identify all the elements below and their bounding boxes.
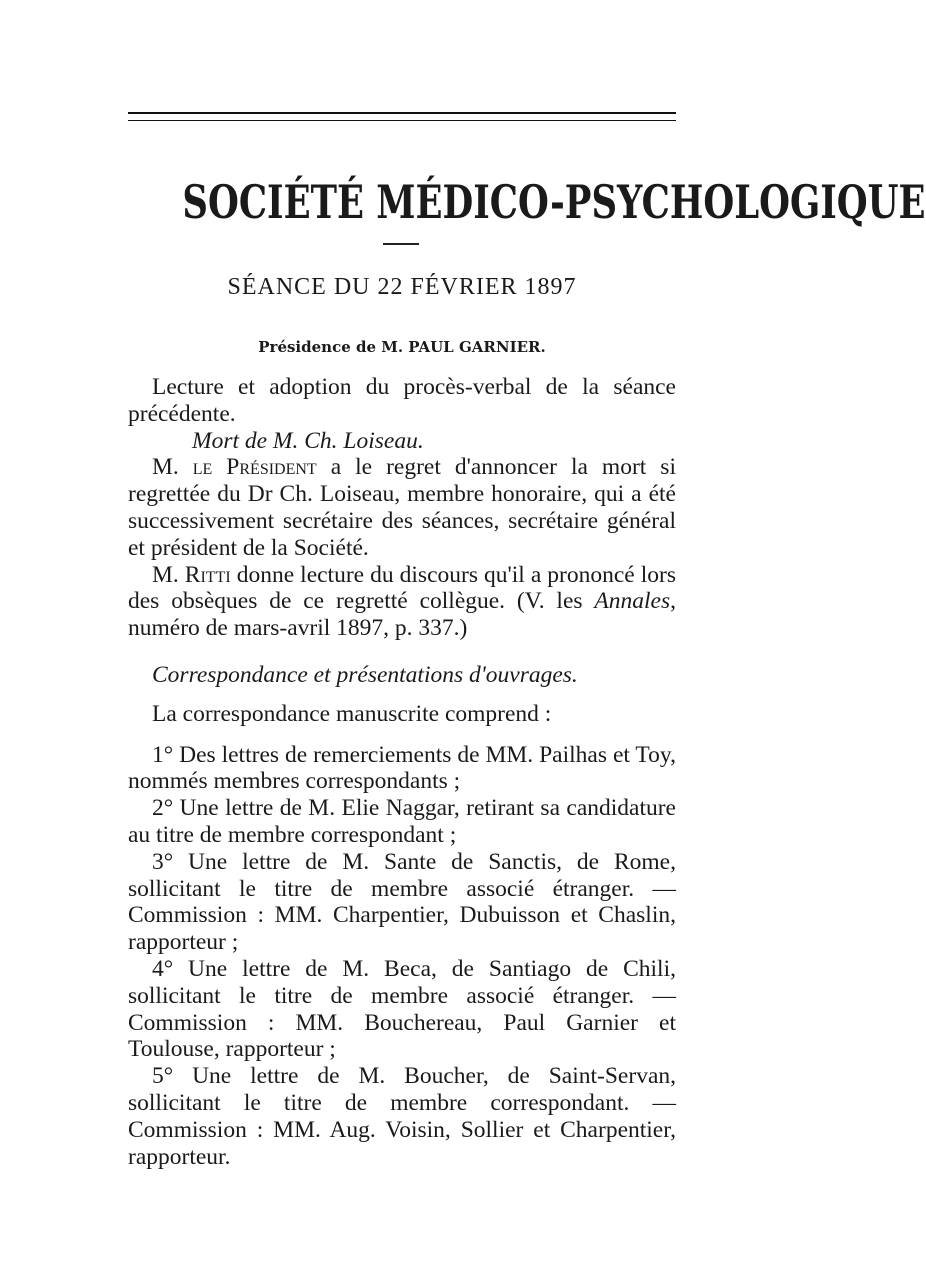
society-title: SOCIÉTÉ MÉDICO-PSYCHOLOGIQUE bbox=[182, 175, 926, 229]
spacer bbox=[128, 689, 676, 701]
header-rule-thick bbox=[128, 112, 676, 114]
list-item: 5° Une lettre de M. Boucher, de Saint-Servan, sollicitant le titre de membre correspondant. — Commission : MM. Aug. Voisin, Sollier et Charpentier, rapporteur. bbox=[128, 1063, 676, 1170]
list-item: 3° Une lettre de M. Sante de Sanctis, de Rome, sollicitant le titre de membre associé étranger. — Commission : MM. Charpentier, Dubuisson et Chaslin, rapporteur ; bbox=[128, 848, 676, 956]
article-body bbox=[128, 374, 676, 1170]
title-separator-dash bbox=[383, 243, 419, 245]
ritti-prefix: M. bbox=[152, 561, 185, 588]
paragraph-ritti bbox=[128, 562, 676, 642]
heading-correspondance: Correspondance et présentations d'ouvrages. bbox=[152, 661, 578, 688]
session-title: SÉANCE DU 22 FÉVRIER 1897 bbox=[227, 274, 577, 300]
spacer bbox=[128, 728, 676, 742]
paragraph-correspondance-intro: La correspondance manuscrite comprend : bbox=[152, 700, 552, 727]
president-prefix: M. bbox=[152, 454, 193, 481]
journal-page bbox=[128, 0, 926, 1270]
list-item: 4° Une lettre de M. Beca, de Santiago de Chili, sollicitant le titre de membre associé étranger. — Commission : MM. Bouchereau, Paul Garnier et Toulouse, rapporteur ; bbox=[128, 955, 676, 1063]
president-smallcaps: le Président bbox=[192, 454, 317, 481]
heading-mort: Mort de M. Ch. Loiseau. bbox=[192, 427, 424, 454]
list-item: 2° Une lettre de M. Elie Naggar, retirant sa candidature au titre de membre correspondant ; bbox=[128, 795, 676, 848]
paragraph-president bbox=[128, 454, 676, 561]
president-text: a le regret d'annoncer la mort si regrettée du Dr Ch. Loiseau, membre honoraire, qui a été successivement secrétaire des séances, secrétaire général et président de la Société. bbox=[128, 454, 676, 561]
header-rule-thin bbox=[128, 120, 676, 121]
list-item: 1° Des lettres de remerciements de MM. Pailhas et Toy, nommés membres correspondants ; bbox=[128, 741, 676, 795]
ritti-text-a: donne lecture du discours qu'il a prononcé lors des obsèques de ce regretté collègue. (V. les bbox=[128, 561, 676, 615]
presidency-line: Présidence de M. PAUL GARNIER. bbox=[258, 338, 546, 356]
ritti-italic-annales: Annales bbox=[594, 588, 671, 615]
ritti-text-b: , numéro de mars-avril 1897, p. 337.) bbox=[128, 588, 676, 642]
paragraph-lecture: Lecture et adoption du procès-verbal de la séance précédente. bbox=[128, 374, 676, 427]
ritti-smallcaps: Ritti bbox=[184, 561, 231, 588]
spacer bbox=[128, 642, 676, 662]
